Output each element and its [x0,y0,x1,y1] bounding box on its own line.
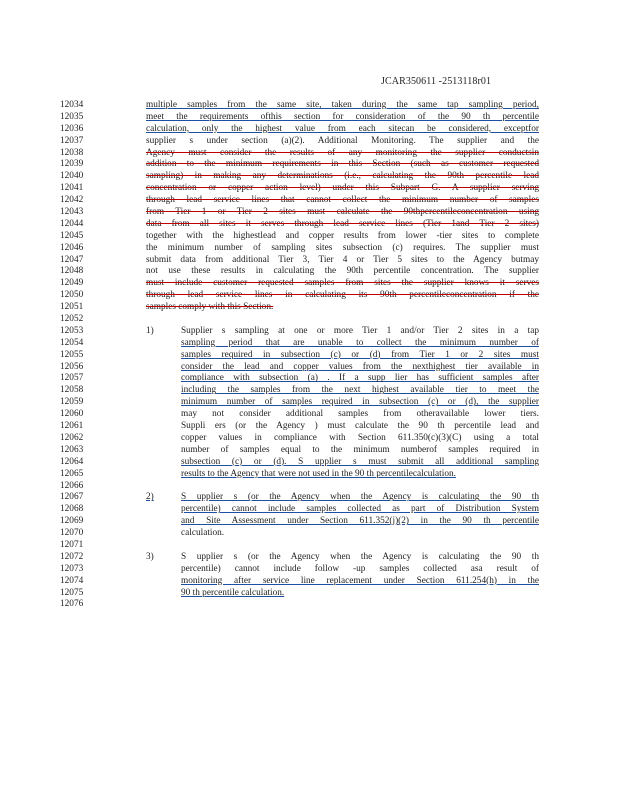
text-line: results to the Agency that were not used in the 90 th percentilecalculation. [181,468,456,479]
text-line: calculation. [181,528,225,539]
line-number: 12068 [60,504,84,515]
text-line: submit data from additional Tier 3, Tier 4 or Tier 5 sites to the Agency butmay [146,254,539,265]
text-line: percentile) cannot include follow -up samples collected asa result of [181,563,539,574]
line-number: 12072 [60,551,84,562]
line-number: 12058 [60,385,84,396]
text-line: sampling) in making any determinations (i.e., calculating the 90th percentile lead [146,171,539,182]
document-body [146,100,539,599]
text-line: number of samples equal to the minimum numberof samples required in [181,444,539,455]
line-number: 12069 [60,516,84,527]
text-line: supplier s under section (a)(2). Additional Monitoring. The supplier and the [146,135,539,146]
text-line: S upplier s (or the Agency when the Agency is calculating the 90 th [181,492,539,503]
text-line: Suppli ers (or the Agency ) must calculate the 90 th percentile lead and [181,421,539,432]
line-number: 12049 [60,278,84,289]
line-number: 12055 [60,349,84,360]
text-line: multiple samples from the same site, taken during the same tap sampling period, [146,100,539,110]
line-number: 12076 [60,599,84,610]
line-number: 12044 [60,218,84,229]
line-number: 12051 [60,302,84,313]
line-number: 12061 [60,421,84,432]
numbered-item-list [146,326,539,599]
text-line: sampling period that are unable to collect the minimum number of [181,337,539,348]
numbered-item [146,492,539,540]
line-number: 12056 [60,361,84,372]
line-number: 12070 [60,528,84,539]
text-line: compliance with subsection (a) . If a supp lier has sufficient samples after [181,373,539,384]
line-number: 12062 [60,432,84,443]
line-number: 12074 [60,575,84,586]
text-line: addition to the minimum requirements in this Section (such as customer requested [146,159,539,170]
line-number: 12040 [60,171,84,182]
text-line: S upplier s (or the Agency when the Agency is calculating the 90 th [181,551,539,562]
line-number: 12059 [60,397,84,408]
text-line: including the samples from the next highest available tier to meet the [181,385,539,396]
text-line: not use these results in calculating the 90th percentile concentration. The supplier [146,266,539,277]
line-number: 12035 [60,111,84,122]
line-number: 12036 [60,123,84,134]
text-line: data from all sites it serves through lead service lines (Tier 1and Tier 2 sites) [146,218,539,229]
line-number: 12064 [60,456,84,467]
text-line: monitoring after service line replacement under Section 611.254(h) in the [181,575,539,586]
line-number: 12052 [60,314,84,325]
line-number: 12041 [60,183,84,194]
item-number: 3) [146,551,154,562]
blank-line [146,540,539,552]
numbered-item [146,552,539,600]
line-number: 12053 [60,325,84,336]
line-number: 12038 [60,147,84,158]
text-line: the minimum number of sampling sites subsection (c) requires. The supplier must [146,242,539,253]
line-number: 12075 [60,587,84,598]
line-number: 12045 [60,230,84,241]
line-number: 12047 [60,254,84,265]
item-text [181,552,539,600]
text-line: copper values in compliance with Section 611.350(c)(3)(C) using a total [181,432,539,443]
text-line: through lead service lines that cannot collect the minimum number of samples [146,195,539,206]
line-number: 12048 [60,266,84,277]
text-line: minimum number of samples required in subsection (c) or (d), the supplier [181,397,539,408]
line-number: 12050 [60,290,84,301]
text-line: samples required in subsection (c) or (d) from Tier 1 or 2 sites must [181,349,539,360]
line-number: 12043 [60,207,84,218]
numbered-item [146,326,539,481]
text-line: must include customer requested samples from sites the supplier knows it serves [146,278,539,289]
text-line: may not consider additional samples from otheravailable lower tiers. [181,409,539,420]
line-number: 12060 [60,409,84,420]
text-line: meet the requirements ofthis section for consideration of the 90 th percentile [146,111,539,122]
line-number: 12063 [60,444,84,455]
line-number: 12066 [60,480,84,491]
text-line: percentile) cannot include samples collected as part of Distribution System [181,504,539,515]
line-number: 12042 [60,195,84,206]
line-number: 12065 [60,468,84,479]
text-line: samples comply with this Section. [146,302,274,313]
blank-line [146,314,539,326]
line-number: 12039 [60,159,84,170]
item-text [181,492,539,540]
line-number: 12046 [60,242,84,253]
text-line: Agency must consider the results of any monitoring the supplier conductsin [146,147,539,158]
line-number-column [60,100,83,611]
text-line: concentration or copper action level) under this Subpart G. A supplier serving [146,183,539,194]
item-number: 2) [146,492,154,503]
line-number: 12073 [60,563,84,574]
document-id: JCAR350611 -2513118r01 [381,76,492,87]
text-line: calculation, only the highest value from each sitecan be considered, exceptfor [146,123,539,134]
line-number: 12071 [60,539,84,550]
line-number: 12037 [60,135,84,146]
text-line: consider the lead and copper values from the nexthighest tier available in [181,361,539,372]
line-number: 12057 [60,373,84,384]
blank-line [146,481,539,493]
text-line: through lead service lines in calculating its 90th percentileconcentration if the [146,290,539,301]
line-number: 12054 [60,337,84,348]
text-line: together with the highestlead and copper results from lower -tier sites to complete [146,230,539,241]
text-line: 90 th percentile calculation. [181,587,285,598]
text-line: Supplier s sampling at one or more Tier 1 and/or Tier 2 sites in a tap [181,325,539,336]
paragraph-revised-text [146,100,539,314]
line-number: 12034 [60,100,84,110]
text-line: from Tier 1 or Tier 2 sites must calculate the 90thpercentileconcentration using [146,207,539,218]
text-line: subsection (c) or (d). S upplier s must submit all additional sampling [181,456,539,467]
item-text [181,326,539,481]
item-number: 1) [146,325,154,336]
text-line: and Site Assessment under Section 611.352(j)(2) in the 90 th percentile [181,516,539,527]
line-number: 12067 [60,492,84,503]
